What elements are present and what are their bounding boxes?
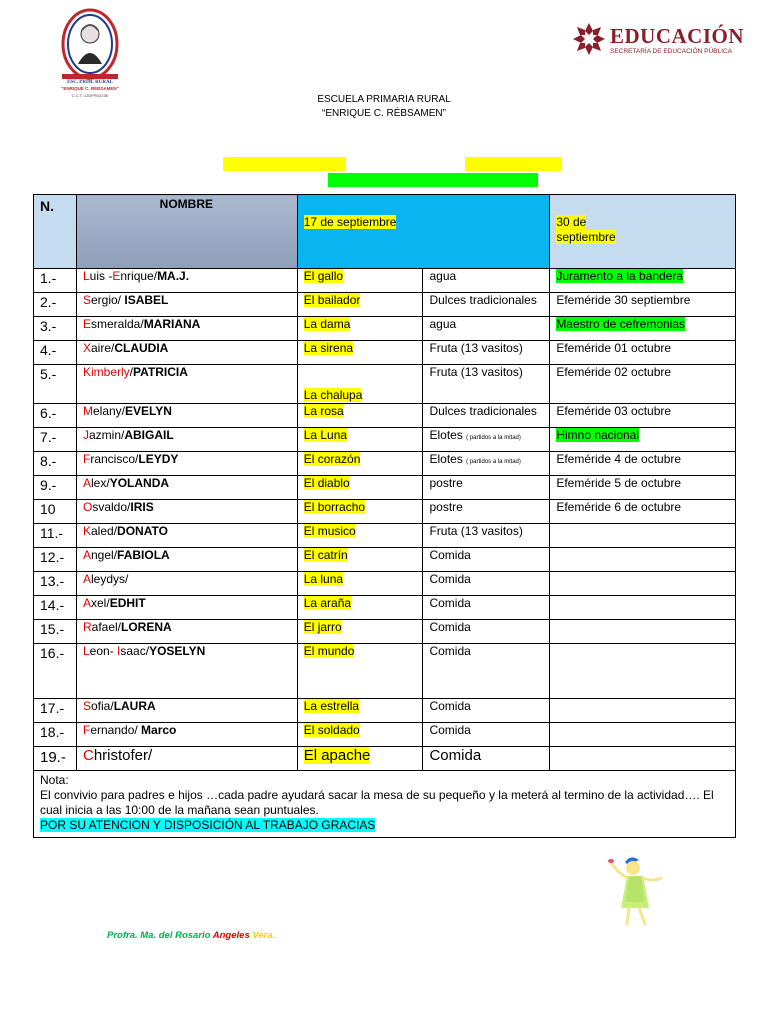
name-initial-2: I — [117, 644, 121, 658]
teacher-signature — [107, 930, 275, 941]
food-text: Comida — [429, 596, 471, 610]
food-item — [423, 620, 550, 644]
event-text: Efeméride 5 de octubre — [556, 476, 682, 490]
school-name — [0, 93, 768, 121]
name-initial: E — [82, 317, 91, 331]
food-text: Comida — [429, 699, 471, 713]
table-row — [34, 524, 736, 548]
name-rest: hristofer/ — [93, 747, 153, 764]
table-row — [34, 596, 736, 620]
event-text: Juramento a la bandera — [556, 269, 684, 283]
name-initial: R — [82, 620, 92, 634]
school-logo-text-2: "ENRIQUE C. RÉBSAMEN" — [61, 86, 119, 91]
parent-name: MARIANA — [143, 317, 201, 331]
note-row — [34, 771, 736, 838]
row-number — [34, 269, 77, 293]
student-name — [76, 269, 297, 293]
parent-name: EDHIT — [109, 596, 146, 610]
event-text: Efeméride 03 octubre — [556, 404, 672, 418]
parent-name: LAURA — [113, 699, 156, 713]
event-assignment — [550, 452, 736, 476]
name-rest: aire/ — [91, 341, 115, 355]
food-item — [423, 747, 550, 771]
character-costume — [297, 572, 423, 596]
food-item — [423, 548, 550, 572]
costume-text: La chalupa — [303, 388, 363, 402]
table-row — [34, 500, 736, 524]
name-rest: afael/ — [91, 620, 122, 634]
name-rest: uis - — [89, 269, 113, 283]
character-costume — [297, 723, 423, 747]
name-rest: leydys/ — [91, 572, 129, 586]
character-costume — [297, 620, 423, 644]
food-text: Comida — [429, 572, 471, 586]
parent-name: IRIS — [130, 500, 154, 514]
row-number — [34, 572, 77, 596]
highlight-bar-yellow-right — [465, 157, 562, 171]
table-row — [34, 644, 736, 699]
joy-character-illustration — [605, 852, 665, 928]
note-label: Nota: — [40, 773, 69, 787]
food-item — [423, 572, 550, 596]
name-initial: C — [82, 747, 94, 764]
row-number — [34, 317, 77, 341]
row-number — [34, 548, 77, 572]
food-item — [423, 476, 550, 500]
name-rest: lex/ — [91, 476, 110, 490]
student-name — [76, 293, 297, 317]
table-row — [34, 620, 736, 644]
row-number — [34, 620, 77, 644]
food-item — [423, 644, 550, 699]
food-text: Elotes — [429, 428, 463, 442]
name-rest: rancisco/ — [90, 452, 139, 466]
food-text: Fruta (13 vasitos) — [429, 365, 523, 379]
name-rest: eon- — [89, 644, 118, 658]
name-rest: azmin/ — [88, 428, 125, 442]
character-costume — [297, 524, 423, 548]
food-item — [423, 404, 550, 428]
student-name — [76, 365, 297, 404]
character-costume — [297, 428, 423, 452]
row-number — [34, 699, 77, 723]
student-name — [76, 620, 297, 644]
row-number-text: 2.- — [40, 294, 57, 310]
name-initial: O — [82, 500, 93, 514]
event-text: Maestro de cefremonias — [556, 317, 686, 331]
row-number — [34, 341, 77, 365]
name-rest: ngel/ — [91, 548, 118, 562]
food-item — [423, 269, 550, 293]
signature-part-3: Vera. — [249, 930, 276, 941]
row-number-text: 10 — [40, 501, 56, 517]
character-costume — [297, 317, 423, 341]
signature-part-2: Angeles — [212, 930, 250, 941]
sep-logo-subtitle: SECRETARÍA DE EDUCACIÓN PÚBLICA — [610, 48, 732, 55]
food-text: Comida — [429, 548, 471, 562]
row-number-text: 5.- — [40, 366, 57, 382]
table-row — [34, 548, 736, 572]
parent-name: CLAUDIA — [114, 341, 169, 355]
highlight-bar-green — [328, 173, 538, 187]
name-rest: svaldo/ — [92, 500, 131, 514]
name-initial: L — [82, 269, 90, 283]
food-item — [423, 723, 550, 747]
student-name — [76, 428, 297, 452]
name-initial-2: E — [112, 269, 121, 283]
event-assignment — [550, 341, 736, 365]
event-assignment — [550, 269, 736, 293]
row-number — [34, 428, 77, 452]
food-note: ( partidos a la mitad) — [466, 459, 521, 465]
food-text: agua — [429, 269, 457, 283]
name-rest: ofia/ — [91, 699, 114, 713]
costume-text: El diablo — [303, 476, 350, 490]
table-row — [34, 723, 736, 747]
name-initial: X — [82, 341, 91, 355]
event-assignment — [550, 404, 736, 428]
table-row — [34, 699, 736, 723]
activities-table — [33, 194, 736, 838]
food-text: Comida — [429, 723, 471, 737]
costume-text: La araña — [303, 596, 352, 610]
costume-text: El borracho — [303, 500, 366, 514]
name-rest: ernando/ — [90, 723, 138, 737]
event-assignment — [550, 500, 736, 524]
name-initial: J — [82, 428, 89, 442]
name-initial: F — [82, 723, 91, 737]
student-name — [76, 572, 297, 596]
food-text: agua — [429, 317, 457, 331]
food-text: postre — [429, 476, 463, 490]
event-assignment — [550, 293, 736, 317]
food-text: Dulces tradicionales — [429, 404, 537, 418]
character-costume — [297, 644, 423, 699]
costume-text: El mundo — [303, 644, 355, 658]
parent-name: ISABEL — [124, 293, 169, 307]
sep-educacion-logo — [572, 22, 752, 62]
row-number — [34, 723, 77, 747]
student-name — [76, 317, 297, 341]
event-text: Efeméride 02 octubre — [556, 365, 672, 379]
food-text: Fruta (13 vasitos) — [429, 524, 523, 538]
student-name — [76, 723, 297, 747]
flower-icon — [572, 22, 606, 56]
character-costume — [297, 548, 423, 572]
costume-text: El corazón — [303, 452, 361, 466]
event-assignment — [550, 572, 736, 596]
row-number-text: 11.- — [40, 525, 64, 541]
signature-part-1: Profra. Ma. del Rosario — [107, 930, 213, 941]
food-text: Fruta (13 vasitos) — [429, 341, 523, 355]
row-number-text: 1.- — [40, 270, 57, 286]
student-name — [76, 476, 297, 500]
costume-text: El soldado — [303, 723, 360, 737]
character-costume — [297, 365, 423, 404]
note-body: El convivio para padres e hijos …cada padre ayudará sacar la mesa de su pequeño y la meterá al termino de la actividad…. El cual inicia a las 10:00 de la mañana sean puntuales. — [40, 788, 714, 817]
food-item — [423, 317, 550, 341]
student-name — [76, 548, 297, 572]
name-rest: xel/ — [91, 596, 110, 610]
table-row — [34, 747, 736, 771]
character-costume — [297, 747, 423, 771]
name-rest-2: nrique/ — [120, 269, 158, 283]
row-number — [34, 596, 77, 620]
row-number — [34, 404, 77, 428]
parent-name: Marco — [137, 723, 177, 737]
name-initial: M — [82, 404, 93, 418]
event-assignment — [550, 747, 736, 771]
costume-text: El gallo — [303, 269, 344, 283]
table-row — [34, 269, 736, 293]
event-assignment — [550, 620, 736, 644]
food-item — [423, 699, 550, 723]
school-name-line-2: “ENRIQUE C. RÉBSAMEN” — [322, 108, 446, 119]
character-costume — [297, 500, 423, 524]
food-text: postre — [429, 500, 463, 514]
row-number-text: 16.- — [40, 645, 65, 661]
parent-name: EVELYN — [125, 404, 172, 418]
food-item — [423, 452, 550, 476]
food-text: Comida — [429, 644, 471, 658]
row-number-text: 15.- — [40, 621, 65, 637]
parent-name: YOSELYN — [149, 644, 206, 658]
row-number — [34, 500, 77, 524]
student-name — [76, 452, 297, 476]
row-number-text: 14.- — [40, 597, 65, 613]
parent-name: YOLANDA — [109, 476, 170, 490]
row-number-text: 7.- — [40, 429, 57, 445]
row-number — [34, 452, 77, 476]
sep-logo-title: EDUCACIÓN — [610, 24, 745, 48]
table-row — [34, 317, 736, 341]
row-number-text: 6.- — [40, 405, 57, 421]
row-number-text: 9.- — [40, 477, 57, 493]
school-logo-text-3: C.C.T. 12DPR0223E — [71, 93, 109, 98]
event-text: Efeméride 01 octubre — [556, 341, 672, 355]
food-item — [423, 500, 550, 524]
student-name — [76, 747, 297, 771]
name-rest: ergio/ — [91, 293, 125, 307]
name-rest-2: saac/ — [120, 644, 150, 658]
student-name — [76, 341, 297, 365]
food-item — [423, 341, 550, 365]
parent-name: FABIOLA — [117, 548, 170, 562]
parent-name: DONATO — [117, 524, 168, 538]
row-number-text: 12.- — [40, 549, 65, 565]
highlight-bar-yellow-left — [223, 157, 346, 171]
event-text: Efeméride 4 de octubre — [556, 452, 682, 466]
name-initial: A — [82, 596, 91, 610]
table-row — [34, 404, 736, 428]
food-text: Comida — [429, 747, 482, 764]
food-item — [423, 596, 550, 620]
table-row — [34, 365, 736, 404]
row-number — [34, 747, 77, 771]
header-date-2: 30 de septiembre — [550, 195, 736, 269]
food-item — [423, 293, 550, 317]
name-initial: S — [82, 699, 91, 713]
row-number — [34, 365, 77, 404]
school-name-line-1: ESCUELA PRIMARIA RURAL — [317, 94, 451, 105]
row-number — [34, 644, 77, 699]
character-costume — [297, 476, 423, 500]
table-header-row — [34, 195, 736, 269]
food-item — [423, 524, 550, 548]
row-number-text: 13.- — [40, 573, 65, 589]
name-rest: / — [129, 365, 134, 379]
costume-text: La estrella — [303, 699, 360, 713]
character-costume — [297, 596, 423, 620]
row-number-text: 19.- — [40, 749, 66, 766]
table-row — [34, 428, 736, 452]
student-name — [76, 524, 297, 548]
school-logo-text-1: ESC. PRIM. RURAL — [67, 80, 113, 85]
name-initial: A — [82, 548, 91, 562]
event-assignment — [550, 723, 736, 747]
student-name — [76, 699, 297, 723]
row-number — [34, 293, 77, 317]
table-row — [34, 452, 736, 476]
header-name: NOMBRE — [76, 195, 297, 269]
event-assignment — [550, 548, 736, 572]
row-number-text: 18.- — [40, 724, 65, 740]
parent-name: PATRICIA — [133, 365, 188, 379]
event-assignment — [550, 365, 736, 404]
student-name — [76, 596, 297, 620]
student-name — [76, 644, 297, 699]
event-assignment — [550, 476, 736, 500]
costume-text: El jarro — [303, 620, 342, 634]
character-costume — [297, 269, 423, 293]
name-initial: A — [82, 476, 91, 490]
note-cell — [34, 771, 736, 838]
name-initial: A — [82, 572, 91, 586]
character-costume — [297, 699, 423, 723]
character-costume — [297, 293, 423, 317]
student-name — [76, 500, 297, 524]
costume-text: El bailador — [303, 293, 361, 307]
header-date-1: 17 de septiembre — [297, 195, 550, 269]
row-number-text: 17.- — [40, 700, 65, 716]
row-number-text: 4.- — [40, 342, 57, 358]
row-number — [34, 524, 77, 548]
character-costume — [297, 452, 423, 476]
row-number-text: 8.- — [40, 453, 57, 469]
table-row — [34, 476, 736, 500]
table-row — [34, 341, 736, 365]
costume-text: La dama — [303, 317, 351, 331]
food-text: Comida — [429, 620, 471, 634]
costume-text: La sirena — [303, 341, 354, 355]
name-initial: L — [82, 644, 90, 658]
parent-name: ABIGAIL — [124, 428, 174, 442]
row-number-text: 3.- — [40, 318, 57, 334]
note-thanks: POR SU ATENCION Y DISPOSICIÓN AL TRABAJO GRACIAS — [40, 818, 376, 832]
name-rest: elany/ — [92, 404, 126, 418]
event-assignment — [550, 317, 736, 341]
name-rest: aled/ — [91, 524, 118, 538]
parent-name: MA.J. — [157, 269, 190, 283]
food-text: Elotes — [429, 452, 463, 466]
row-number — [34, 476, 77, 500]
character-costume — [297, 341, 423, 365]
event-assignment — [550, 524, 736, 548]
costume-text: El musico — [303, 524, 356, 538]
student-name — [76, 404, 297, 428]
event-assignment — [550, 428, 736, 452]
parent-name: LEYDY — [138, 452, 179, 466]
event-text: Efeméride 6 de octubre — [556, 500, 682, 514]
costume-text: La luna — [303, 572, 344, 586]
table-row — [34, 293, 736, 317]
food-item — [423, 428, 550, 452]
name-initial: S — [82, 293, 91, 307]
name-initial: Kimberly — [82, 365, 130, 379]
event-assignment — [550, 644, 736, 699]
name-initial: K — [82, 524, 91, 538]
event-text: Efeméride 30 septiembre — [556, 293, 691, 307]
food-text: Dulces tradicionales — [429, 293, 537, 307]
header-num: N. — [34, 195, 77, 269]
costume-text: El catrín — [303, 548, 348, 562]
table-row — [34, 572, 736, 596]
name-initial: F — [82, 452, 91, 466]
costume-text: La rosa — [303, 404, 344, 418]
food-note: ( partidos a la mitad) — [466, 435, 521, 441]
costume-text: La Luna — [303, 428, 348, 442]
event-assignment — [550, 596, 736, 620]
name-rest: smeralda/ — [91, 317, 144, 331]
school-logo — [60, 8, 120, 100]
event-assignment — [550, 699, 736, 723]
event-text: Himno nacional — [556, 428, 640, 442]
parent-name: LORENA — [121, 620, 172, 634]
character-costume — [297, 404, 423, 428]
costume-text: El apache — [303, 747, 371, 764]
food-item — [423, 365, 550, 404]
